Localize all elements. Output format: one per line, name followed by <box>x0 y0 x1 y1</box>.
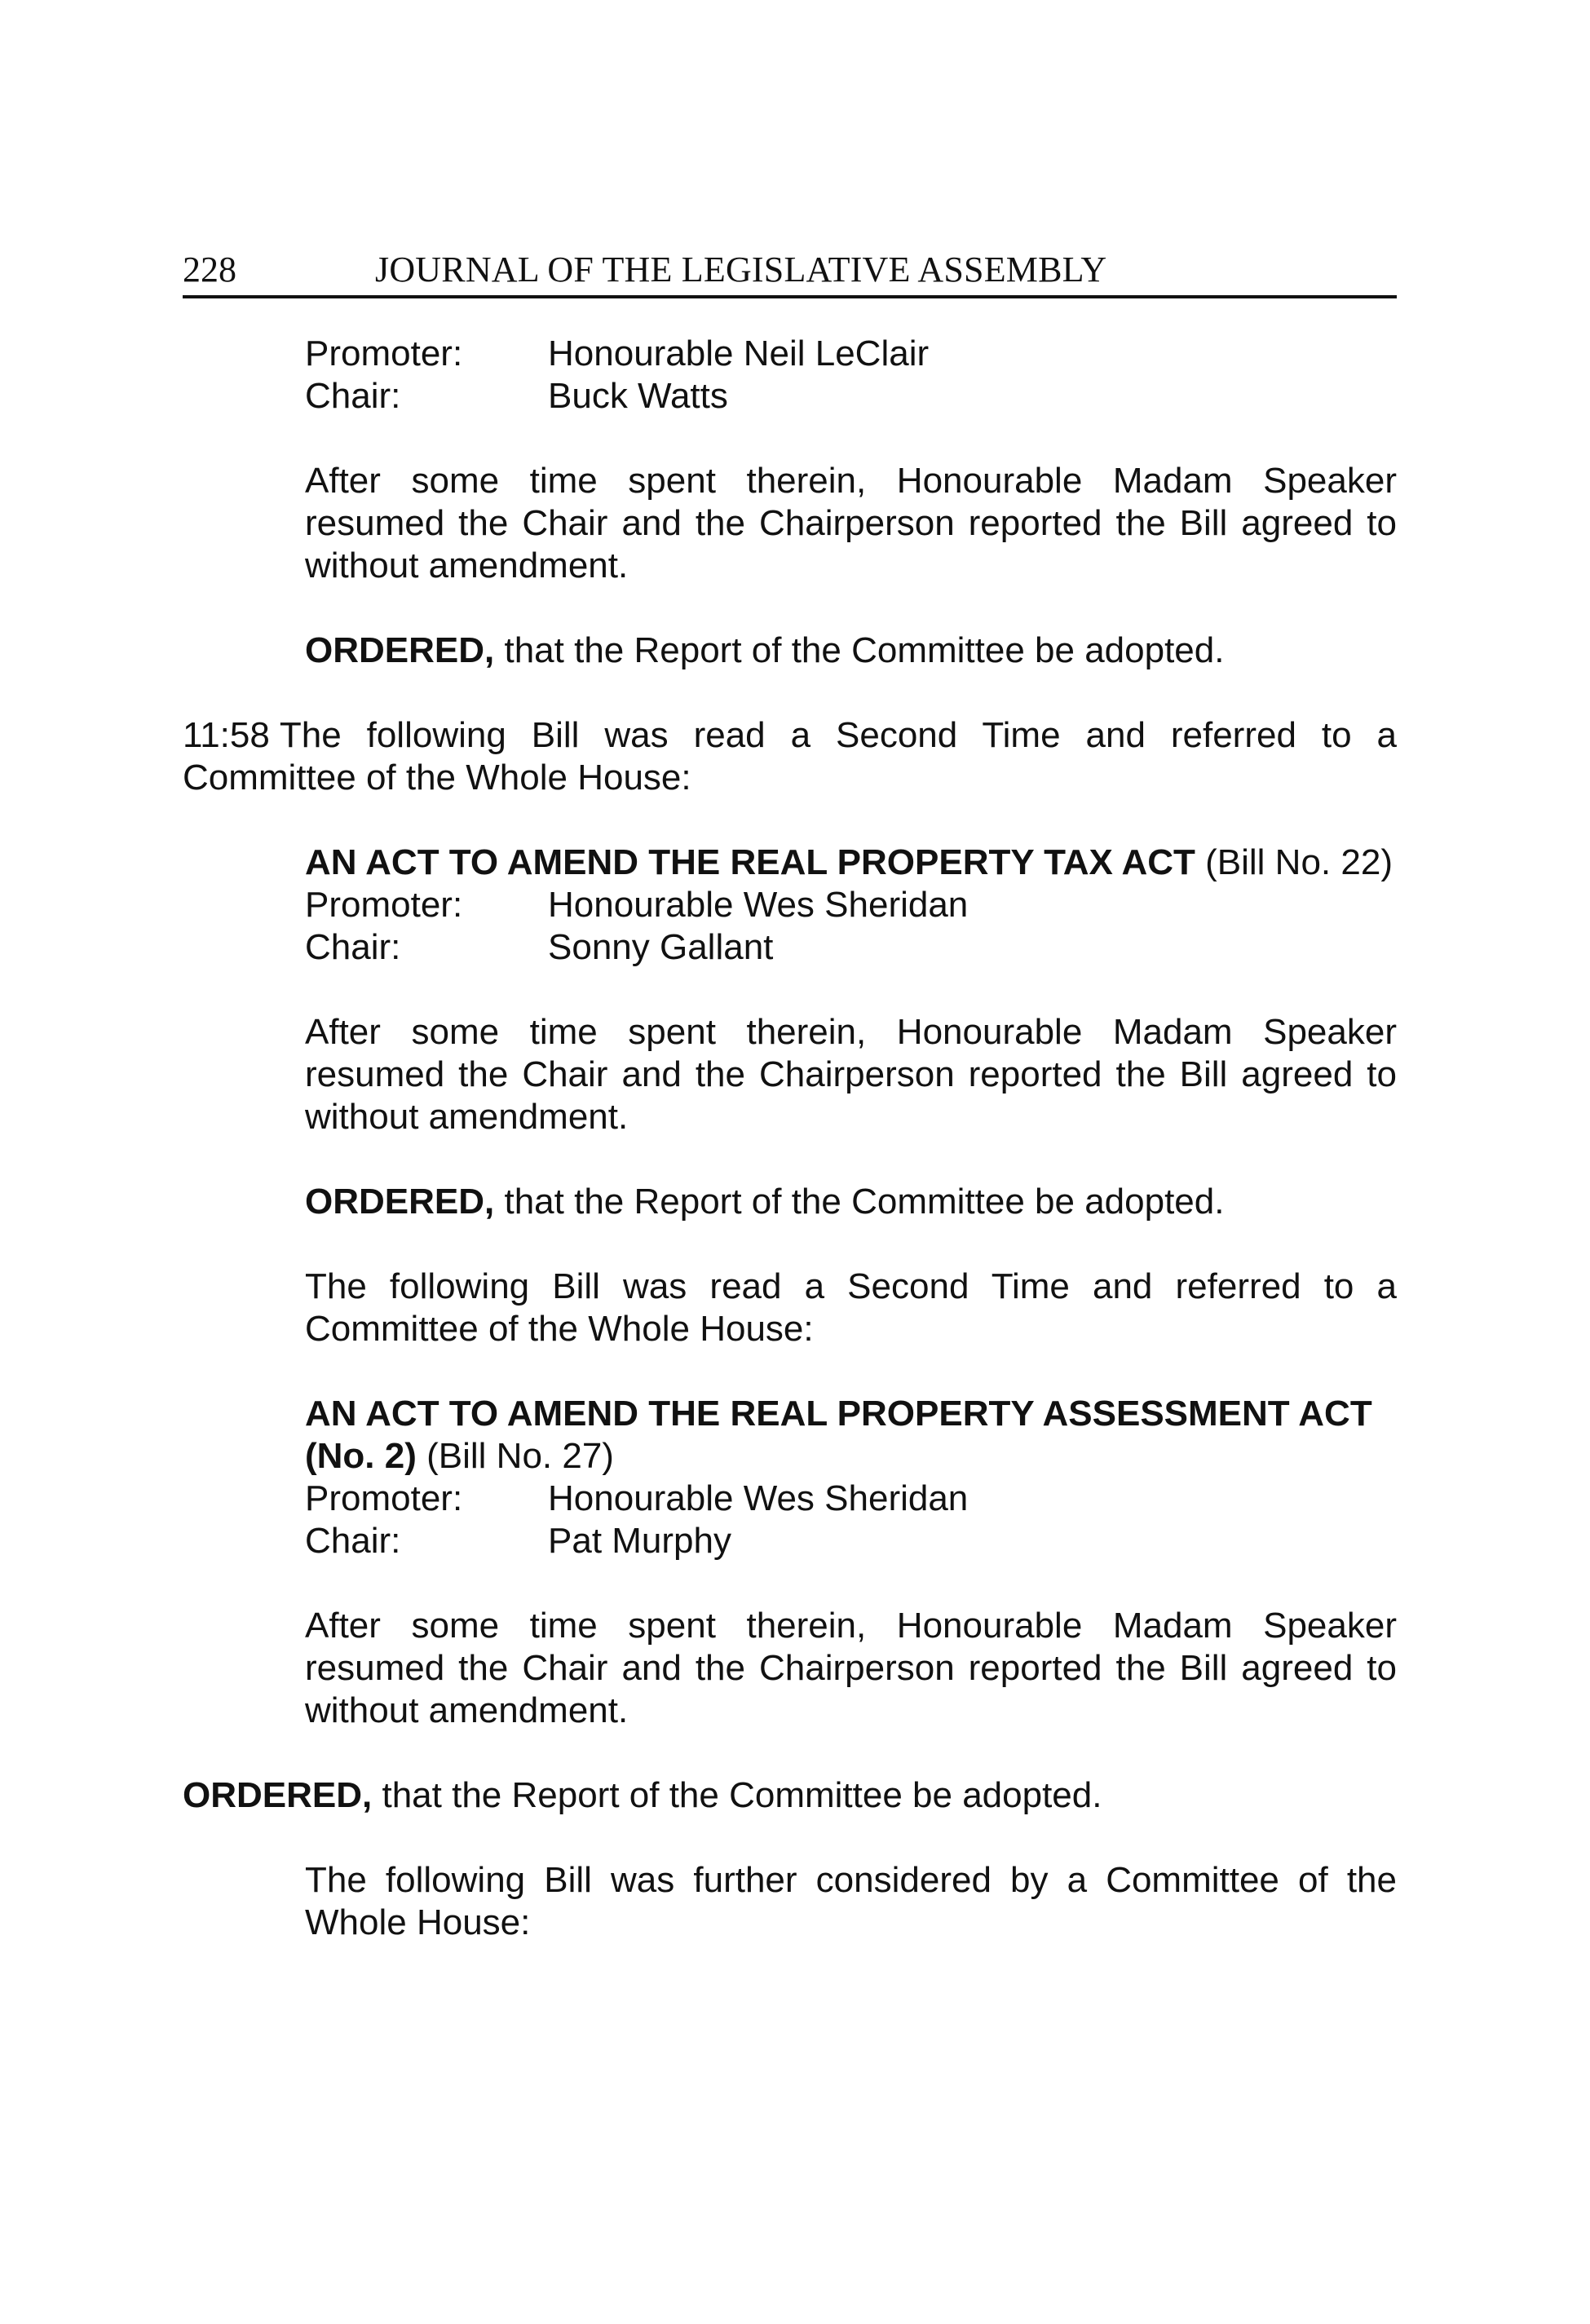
ordered-text: that the Report of the Committee be adopted. <box>494 1182 1225 1222</box>
journal-body <box>183 333 1397 1944</box>
chair-name: Sonny Gallant <box>548 927 774 967</box>
promoter-row <box>305 884 1397 926</box>
ordered-label: ORDERED, <box>305 630 495 670</box>
committee-report: After some time spent therein, Honourable Madam Speaker resumed the Chair and the Chairperson reported the Bill agreed to without amendment. <box>305 1606 1397 1730</box>
further-consideration <box>305 1859 1397 1944</box>
ordered-text: that the Report of the Committee be adopted. <box>372 1775 1102 1815</box>
bill-title-bold: AN ACT TO AMEND THE REAL PROPERTY ASSESSMENT ACT <box>305 1394 1372 1434</box>
chair-label: Chair: <box>305 376 401 416</box>
ordered-label: ORDERED, <box>183 1775 373 1815</box>
promoter-name: Honourable Neil LeClair <box>548 334 930 373</box>
promoter-label: Promoter: <box>305 334 463 373</box>
chair-name: Buck Watts <box>548 376 728 416</box>
bill-title <box>305 842 1397 884</box>
second-reading-entry: The following Bill was read a Second Time and referred to a Committee of the Whole House: <box>305 1266 1397 1349</box>
bill-number: (Bill No. 27) <box>416 1436 614 1476</box>
ordered-statement <box>305 1181 1397 1223</box>
second-reading-entry <box>183 714 1397 799</box>
bill-block-22 <box>305 842 1397 1732</box>
promoter-row <box>305 333 1397 375</box>
promoter-name: Honourable Wes Sheridan <box>548 885 969 925</box>
entry-text: The following Bill was read a Second Time and referred to a Committee of the Whole House: <box>183 715 1397 797</box>
chair-row <box>305 375 1397 418</box>
promoter-name: Honourable Wes Sheridan <box>548 1478 969 1518</box>
bill-title-bold: AN ACT TO AMEND THE REAL PROPERTY TAX ACT <box>305 842 1195 882</box>
ordered-statement <box>183 1774 1397 1817</box>
ordered-statement <box>305 630 1397 672</box>
further-consideration-text: The following Bill was further considered by a Committee of the Whole House: <box>305 1860 1397 1942</box>
committee-report: After some time spent therein, Honourable Madam Speaker resumed the Chair and the Chairperson reported the Bill agreed to without amendment. <box>305 1012 1397 1137</box>
chair-row <box>305 926 1397 969</box>
bill-title-bold-line2: (No. 2) <box>305 1436 417 1476</box>
chair-name: Pat Murphy <box>548 1521 731 1561</box>
promoter-row <box>305 1478 1397 1520</box>
chair-label: Chair: <box>305 927 401 967</box>
committee-report: After some time spent therein, Honourable Madam Speaker resumed the Chair and the Chairperson reported the Bill agreed to without amendment. <box>305 461 1397 585</box>
bill-block-1 <box>305 333 1397 672</box>
bill-number: (Bill No. 22) <box>1195 842 1393 882</box>
page-header <box>183 245 1397 298</box>
promoter-label: Promoter: <box>305 1478 463 1518</box>
entry-time: 11:58 <box>183 715 270 755</box>
page-number: 228 <box>183 250 236 289</box>
promoter-label: Promoter: <box>305 885 463 925</box>
chair-label: Chair: <box>305 1521 401 1561</box>
journal-title: JOURNAL OF THE LEGISLATIVE ASSEMBLY <box>375 250 1107 289</box>
ordered-text: that the Report of the Committee be adopted. <box>494 630 1225 670</box>
chair-row <box>305 1520 1397 1562</box>
ordered-label: ORDERED, <box>305 1182 495 1222</box>
bill-title <box>305 1393 1397 1478</box>
